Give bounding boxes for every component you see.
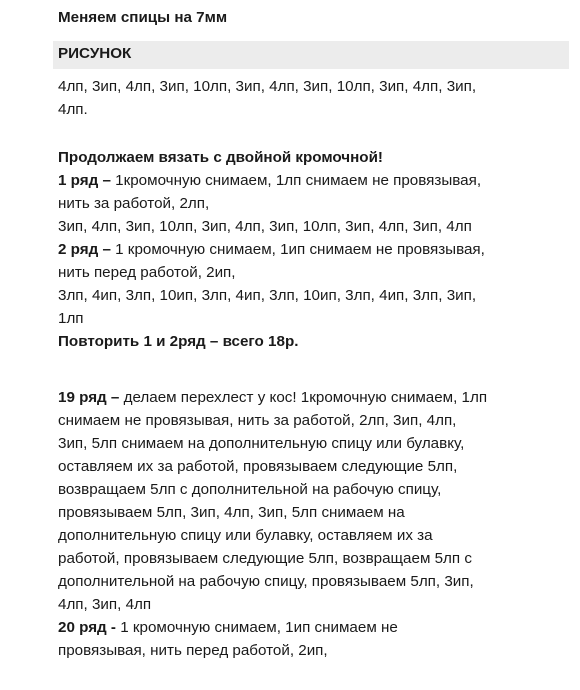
section-title: РИСУНОК xyxy=(58,45,132,62)
row-1-label: 1 ряд – xyxy=(58,172,111,189)
pattern-line-1: 4лп, 3ип, 4лп, 3ип, 10лп, 3ип, 4лп, 3ип, 10лп, 3ип, 4лп, 3ип, xyxy=(58,78,477,95)
row-19-line-2: снимаем не провязывая, нить за работой, 2лп, 3ип, 4лп, xyxy=(58,412,457,429)
row-1-line-1: 1 ряд – 1кромочную снимаем, 1лп снимаем не провязывая, xyxy=(58,172,482,189)
row-19-line-4: оставляем их за работой, провязываем следующие 5лп, xyxy=(58,458,458,475)
pattern-line-2: 4лп. xyxy=(58,101,88,118)
row-19-line-8: работой, провязываем следующие 5лп, возвращаем 5лп с xyxy=(58,550,472,567)
row-2-line-4: 1лп xyxy=(58,310,84,327)
row-2-line-3: 3лп, 4ип, 3лп, 10ип, 3лп, 4ип, 3лп, 10ип, 3лп, 4ип, 3лп, 3ип, xyxy=(58,287,477,304)
row-2-label: 2 ряд – xyxy=(58,241,111,258)
row-19-label: 19 ряд – xyxy=(58,389,120,406)
heading-needles: Меняем спицы на 7мм xyxy=(58,9,228,26)
row-1-line-3: 3ип, 4лп, 3ип, 10лп, 3ип, 4лп, 3ип, 10лп, 3ип, 4лп, 3ип, 4лп xyxy=(58,218,472,235)
row-20-label: 20 ряд - xyxy=(58,619,116,636)
repeat-instruction: Повторить 1 и 2ряд – всего 18р. xyxy=(58,333,299,350)
row-20-line-2: провязывая, нить перед работой, 2ип, xyxy=(58,642,328,659)
row-19-line-6: провязываем 5лп, 3ип, 4лп, 3ип, 5лп снимаем на xyxy=(58,504,405,521)
continue-heading: Продолжаем вязать с двойной кромочной! xyxy=(58,149,383,166)
row-19-line-10: 4лп, 3ип, 4лп xyxy=(58,596,152,613)
instructions-block xyxy=(58,146,485,353)
row-19-block xyxy=(58,386,487,662)
row-2-line-2: нить перед работой, 2ип, xyxy=(58,264,236,281)
row-19-line-3: 3ип, 5лп снимаем на дополнительную спицу или булавку, xyxy=(58,435,465,452)
row-19-line-1: 19 ряд – делаем перехлест у кос! 1кромочную снимаем, 1лп xyxy=(58,389,488,406)
row-19-line-5: возвращаем 5лп с дополнительной на рабочую спицу, xyxy=(58,481,442,498)
section-header xyxy=(53,41,569,69)
row-20-line-1: 20 ряд - 1 кромочную снимаем, 1ип снимаем не xyxy=(58,619,398,636)
row-19-line-9: дополнительной на рабочую спицу, провязываем 5лп, 3ип, xyxy=(58,573,474,590)
row-1-line-2: нить за работой, 2лп, xyxy=(58,195,210,212)
row-2-line-1: 2 ряд – 1 кромочную снимаем, 1ип снимаем не провязывая, xyxy=(58,241,485,258)
row-19-line-7: дополнительную спицу или булавку, оставляем их за xyxy=(58,527,433,544)
pattern-block xyxy=(58,75,476,121)
